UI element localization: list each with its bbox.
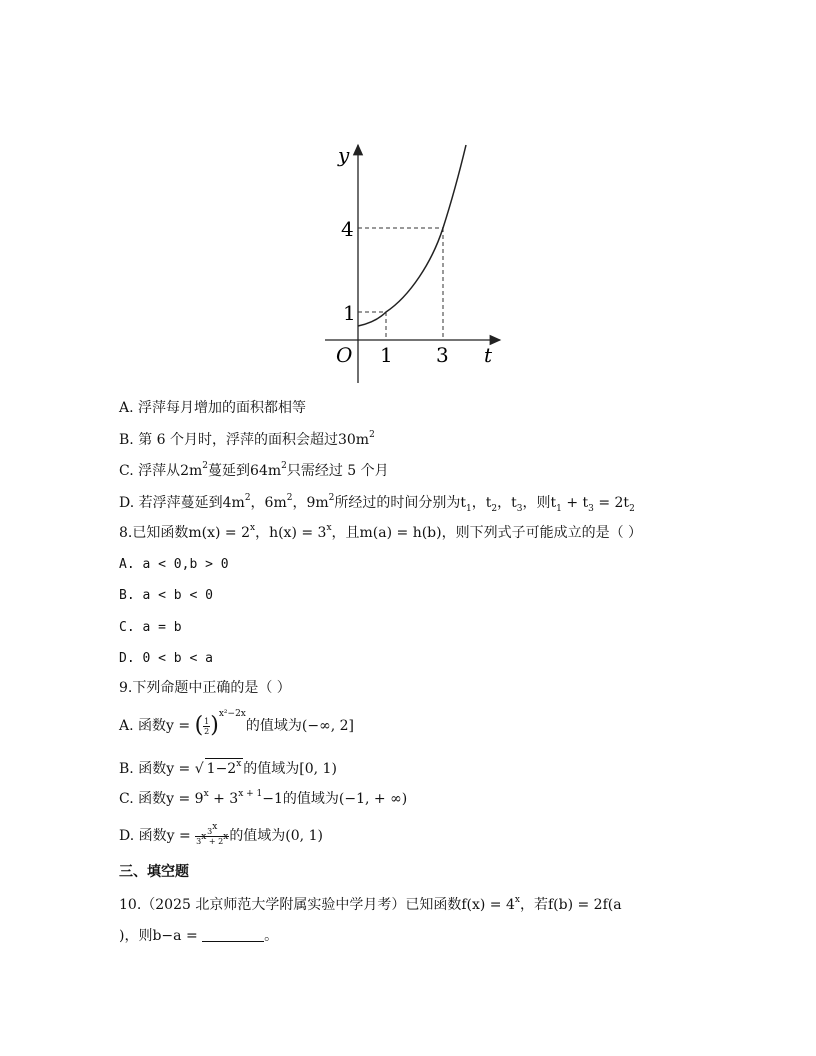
origin-label: O	[336, 343, 353, 367]
q9-stem: 9.下列命题中正确的是（ ）	[119, 680, 291, 696]
x-axis-label: t	[484, 343, 493, 367]
fraction-one-half: $\frac{1}{2}$	[204, 716, 210, 736]
section-title: 三、填空题	[119, 864, 189, 880]
q7-option-a: A. 浮萍每月增加的面积都相等	[119, 400, 307, 416]
q7-option-d: D. 若浮萍蔓延到$4m^2$，$6m^2$，$9m^2$所经过的时间分别为$t_1$，$t_2$，$t_3$，则$t_1 + t_3 = 2t_2$	[119, 493, 635, 514]
q9-option-d: D. 函数y = $\frac{3^x}{3^x + 2^x}$ 的值域为(0, 1)	[119, 821, 323, 846]
fraction-expression: $\frac{3^x}{3^x + 2^x}$	[196, 821, 229, 846]
q9-option-b: B. 函数y = √ $1-2^x$ 的值域为[0, 1)	[119, 759, 337, 777]
x-tick-1: 1	[380, 343, 393, 367]
q8-option-a: A. a < 0,b > 0	[119, 557, 229, 572]
q7-option-b: B. 第 6 个月时，浮萍的面积会超过$30m^2$	[119, 430, 375, 448]
y-axis-label: y	[338, 143, 350, 167]
q8-option-b: B. a < b < 0	[119, 588, 213, 603]
growth-curve	[358, 145, 466, 326]
answer-blank[interactable]	[202, 927, 264, 942]
q9-option-c: C. 函数$y = 9^x + 3^{x + 1}-1$的值域为(−1, + ∞)	[119, 789, 408, 807]
q10-line-2: )，则b−a = 。	[119, 928, 279, 944]
y-tick-4: 4	[341, 217, 354, 241]
x-tick-3: 3	[436, 343, 449, 367]
q7-option-c: C. 浮萍从$2m^2$蔓延到$64m^2$只需经过 5 个月	[119, 461, 389, 479]
y-tick-1: 1	[343, 301, 356, 325]
q8-stem: 8.已知函数$m(x) = 2^x$，$h(x) = 3^x$，且m(a) = h(b)，则下列式子可能成立的是（ ）	[119, 523, 643, 541]
sqrt-symbol: √	[194, 761, 204, 777]
q8-option-c: C. a = b	[119, 620, 182, 635]
q9-option-a: A. 函数y = ( $\frac{1}{2}$ )$^{x^2-2x}$的值域为(−∞, 2]	[119, 709, 354, 738]
q10-line-1: 10.（2025 北京师范大学附属实验中学月考）已知函数$f(x) = 4^x$，若f(b) = 2f(a	[119, 895, 622, 913]
q8-option-d: D. 0 < b < a	[119, 651, 213, 666]
